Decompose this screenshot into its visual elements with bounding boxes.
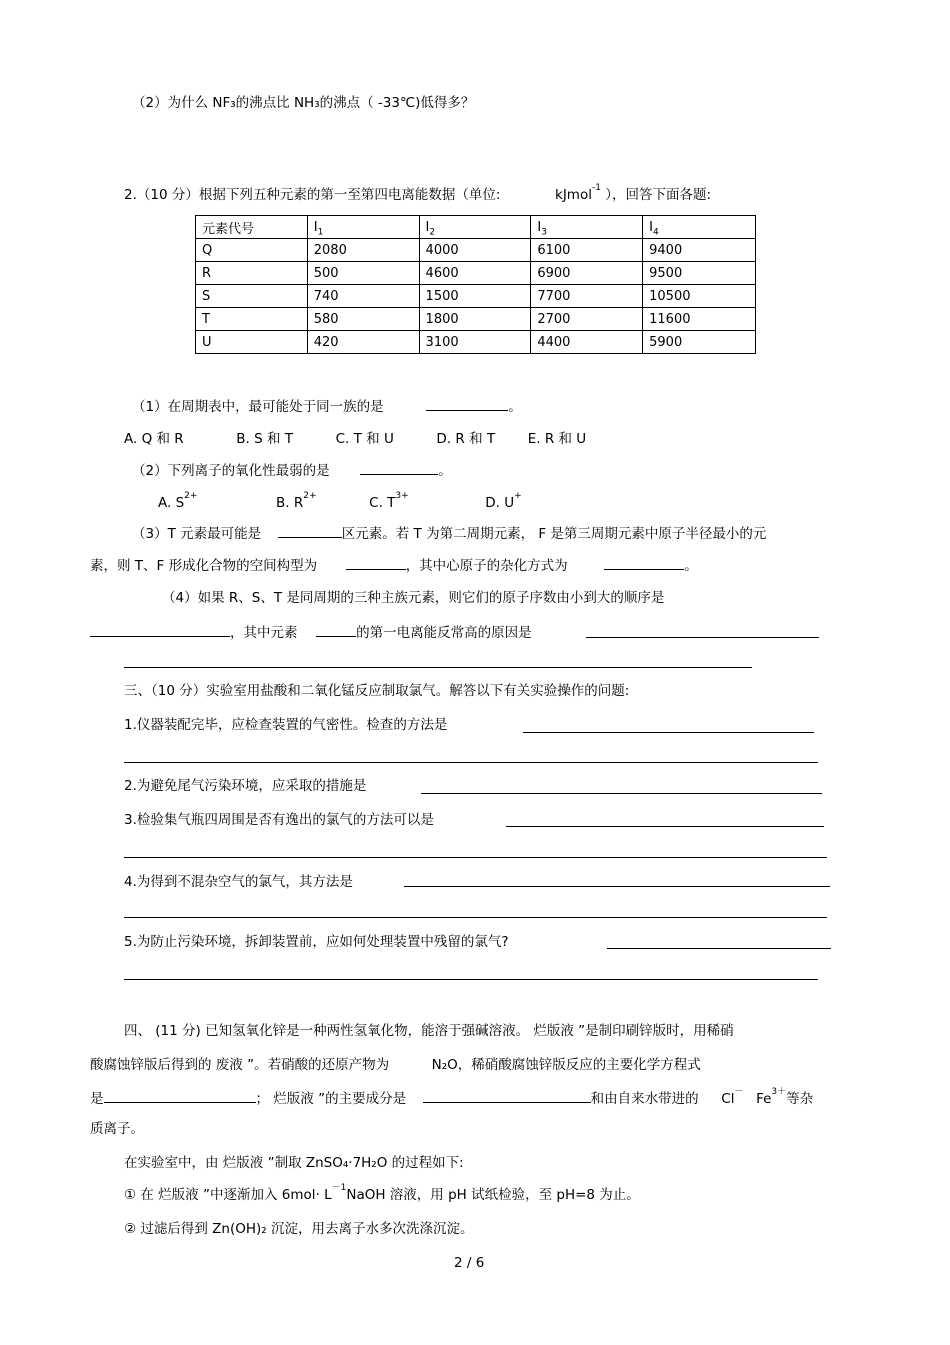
option: A. $S^{2+}$ [158, 490, 198, 511]
answer-blank[interactable] [346, 555, 406, 570]
table-cell: 2080 [307, 239, 419, 262]
table-cell: 740 [307, 285, 419, 308]
answer-blank[interactable] [104, 1088, 256, 1103]
table-row [196, 308, 756, 331]
question-1-part-2: （2）为什么 NF₃的沸点比 NH₃的沸点（ -33℃)低得多？ [132, 95, 475, 111]
option: D. R 和 T [436, 431, 496, 447]
option: C. T 和 U [335, 431, 394, 447]
answer-line[interactable] [124, 857, 827, 858]
option: B. $R^{2+}$ [276, 490, 317, 511]
option: E. R 和 U [527, 431, 587, 447]
table-cell: 4000 [419, 239, 531, 262]
answer-blank[interactable] [90, 622, 230, 637]
answer-blank[interactable] [423, 1088, 591, 1103]
q2-part-4-text: ，其中元素 [230, 625, 298, 641]
answer-blank[interactable] [316, 622, 356, 637]
table-row [196, 262, 756, 285]
section-4-text-2: N₂O，稀硝酸腐蚀锌版反应的主要化学方程式 [431, 1057, 701, 1073]
section-4-text-5: 和由自来水带进的 [590, 1091, 699, 1107]
table-row [196, 239, 756, 262]
answer-line[interactable] [586, 637, 819, 638]
table-cell: 500 [307, 262, 419, 285]
answer-line[interactable] [124, 667, 752, 668]
table-header-row [196, 216, 756, 239]
answer-blank[interactable] [604, 555, 684, 570]
answer-blank[interactable] [426, 396, 508, 411]
q2-part-3-text: （3）T 元素最可能是 [132, 526, 262, 542]
section-3-item-3: 3.检验集气瓶四周围是否有逸出的氯气的方法可以是 [124, 812, 434, 828]
table-cell: 1800 [419, 308, 531, 331]
section-4-text: 酸腐蚀锌版后得到的 废液 ”。若硝酸的还原产物为 [90, 1057, 390, 1073]
q2-part-1 [132, 396, 522, 416]
answer-line[interactable] [523, 732, 814, 733]
table-header-cell: 元素代号 [196, 216, 308, 239]
table-cell: R [196, 262, 308, 285]
table-cell: 1500 [419, 285, 531, 308]
section-4-line-5: 在实验室中，由 烂版液 ”制取 ZnSO₄·7H₂O 的过程如下: [124, 1155, 464, 1171]
option: B. S 和 T [236, 431, 294, 447]
answer-line[interactable] [404, 886, 830, 887]
section-4-step-1-text-2: NaOH 溶液，用 pH 试纸检验，至 pH=8 为止。 [346, 1187, 640, 1203]
table-cell: 7700 [531, 285, 643, 308]
table-cell: S [196, 285, 308, 308]
q2-part-3-text-3: 素，则 T、F 形成化合物的空间构型为 [90, 558, 318, 574]
table-cell: 3100 [419, 331, 531, 354]
section-3-item-2: 2.为避免尾气污染环境，应采取的措施是 [124, 778, 367, 794]
q2-part-4-text-2: 的第一电离能反常高的原因是 [356, 625, 532, 641]
table-header-cell: $I_3$ [531, 216, 643, 239]
table-cell: T [196, 308, 308, 331]
table-header-cell: $I_2$ [419, 216, 531, 239]
section-3-item-4: 4.为得到不混杂空气的氯气，其方法是 [124, 874, 353, 890]
table-cell: 4400 [531, 331, 643, 354]
answer-line[interactable] [607, 948, 831, 949]
q2-part-2 [132, 460, 452, 480]
period: 。 [684, 558, 698, 574]
section-4-line-2 [90, 1056, 701, 1074]
section-4-line-3 [90, 1088, 813, 1108]
table-row [196, 285, 756, 308]
iron-ion: $Fe^{3+}$ [756, 1086, 787, 1107]
table-cell: 580 [307, 308, 419, 331]
q2-part-2-options [158, 490, 522, 512]
table-cell: 6100 [531, 239, 643, 262]
table-cell: 420 [307, 331, 419, 354]
table-row [196, 331, 756, 354]
table-cell: 11600 [643, 308, 756, 331]
q2-part-3-line-1 [132, 523, 766, 543]
section-4-line-7: ② 过滤后得到 Zn(OH)₂ 沉淀，用去离子水多次洗涤沉淀。 [124, 1221, 474, 1237]
answer-line[interactable] [421, 793, 822, 794]
answer-line[interactable] [124, 762, 818, 763]
table-cell: 9400 [643, 239, 756, 262]
section-3-title: 三、（10 分）实验室用盐酸和二氧化锰反应制取氯气。解答以下有关实验操作的问题: [124, 683, 630, 699]
q2-part-3-text-4: ，其中心原子的杂化方式为 [405, 558, 568, 574]
table-cell: 6900 [531, 262, 643, 285]
q2-part-3-line-2 [90, 555, 698, 575]
section-3-item-1: 1.仪器装配完毕，应检查装置的气密性。检查的方法是 [124, 717, 448, 733]
section-4-text-6: 等杂 [786, 1091, 814, 1107]
option: D. U+ [485, 490, 522, 511]
answer-line[interactable] [124, 979, 818, 980]
table-cell: U [196, 331, 308, 354]
answer-blank[interactable] [278, 523, 342, 538]
period: 。 [438, 463, 452, 479]
table-cell: 4600 [419, 262, 531, 285]
concentration-exponent: －1 [331, 1182, 347, 1193]
page-number: 2 / 6 [454, 1255, 485, 1271]
section-4-line-1: 四、 (11 分) 已知氢氧化锌是一种两性氢氧化物，能溶于强碱溶液。 烂版液 ”是制印刷锌版时，用稀硝 [124, 1023, 734, 1039]
unit-label: kJmol [555, 187, 592, 203]
chloride-ion: Cl－ [721, 1086, 744, 1107]
answer-line[interactable] [124, 917, 827, 918]
section-4-line-6 [124, 1182, 640, 1204]
q2-part-3-text-2: 区元素。若 T 为第二周期元素， F 是第三周期元素中原子半径最小的元 [341, 526, 767, 542]
section-4-step-1-text: ① 在 烂版液 ”中逐渐加入 6mol· L [124, 1187, 332, 1203]
period: 。 [508, 399, 522, 415]
q2-part-4-line-1: （4）如果 R、S、T 是同周期的三种主族元素，则它们的原子序数由小到大的顺序是 [162, 590, 665, 606]
unit-exponent: -1 [591, 182, 601, 193]
answer-line[interactable] [506, 826, 824, 827]
table-cell: 2700 [531, 308, 643, 331]
table-cell: 5900 [643, 331, 756, 354]
q2-part-2-text: （2）下列离子的氧化性最弱的是 [132, 463, 330, 479]
q2-intro-text: 2.（10 分）根据下列五种元素的第一至第四电离能数据（单位: [124, 187, 501, 203]
section-4-text-3: 是 [90, 1091, 104, 1107]
section-4-line-4: 质离子。 [90, 1121, 144, 1137]
option: A. Q 和 R [124, 431, 184, 447]
question-2-intro [124, 182, 712, 204]
q2-part-1-options [124, 430, 586, 448]
q2-part-1-text: （1）在周期表中，最可能处于同一族的是 [132, 399, 384, 415]
table-cell: Q [196, 239, 308, 262]
table-header-cell: $I_4$ [643, 216, 756, 239]
table-header-cell: $I_1$ [307, 216, 419, 239]
section-3-item-5: 5.为防止污染环境，拆卸装置前，应如何处理装置中残留的氯气? [124, 934, 509, 950]
answer-blank[interactable] [360, 460, 438, 475]
q2-part-4-line-2 [90, 622, 532, 642]
option: C. $T^{3+}$ [369, 490, 409, 511]
table-cell: 9500 [643, 262, 756, 285]
q2-intro-end: ），回答下面各题: [605, 187, 712, 203]
table-cell: 10500 [643, 285, 756, 308]
ionization-energy-table [195, 215, 756, 354]
section-4-text-4: ； 烂版液 ”的主要成分是 [255, 1091, 407, 1107]
